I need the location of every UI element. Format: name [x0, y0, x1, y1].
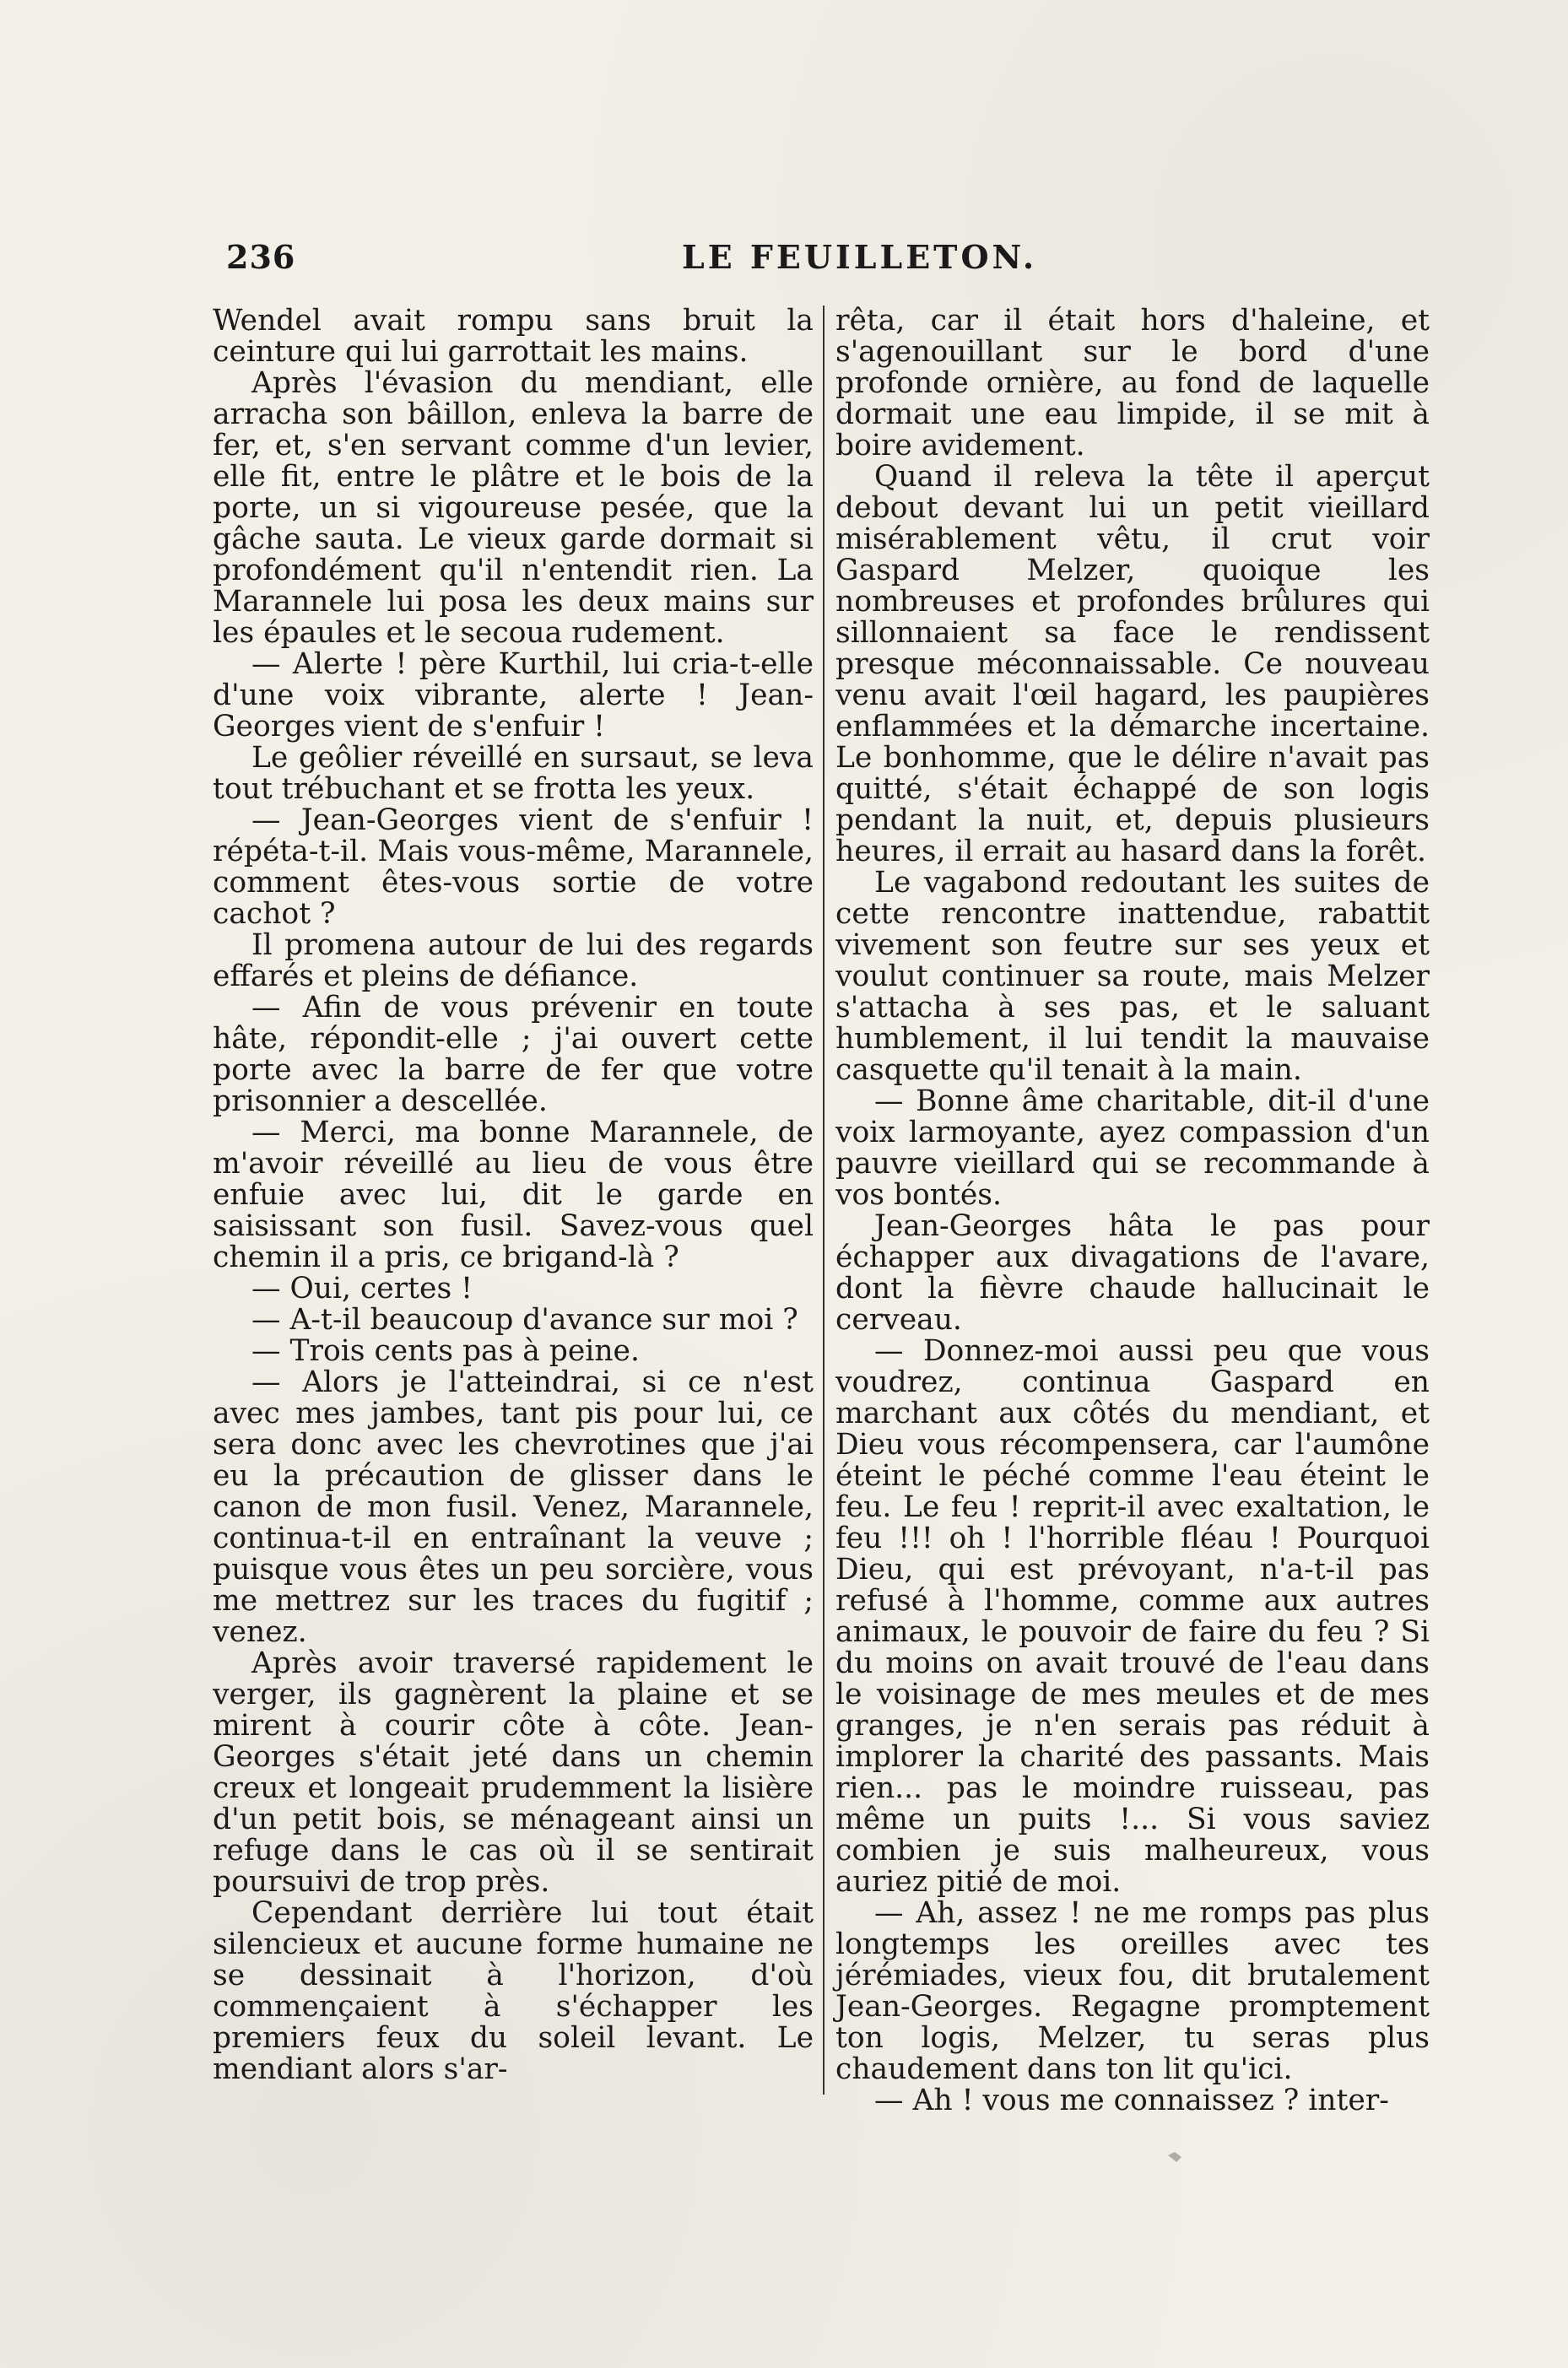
page-number: 236	[226, 238, 296, 276]
left-column	[213, 305, 814, 2085]
running-title: LE FEUILLETON.	[682, 238, 1038, 276]
paragraph: — Alerte ! père Kurthil, lui cria-t-elle d'une voix vibrante, alerte ! Jean-Georges vient de s'enfuir !	[213, 647, 814, 743]
paragraph: Après l'évasion du mendiant, elle arracha son bâillon, enleva la barre de fer, et, s'en servant comme d'un levier, elle fit, entre le plâtre et le bois de la porte, un si vigoureuse pesée, que la gâche sauta. Le vieux garde dormait si profondément qu'il n'entendit rien. La Marannele lui posa les deux mains sur les épaules et le secoua rudement.	[213, 366, 814, 650]
right-column	[835, 305, 1430, 2117]
paragraph: — Ah ! vous me connaissez ? inter-	[874, 2084, 1389, 2117]
paragraph: Il promena autour de lui des regards effarés et pleins de défiance.	[213, 928, 814, 993]
paragraph: rêta, car il était hors d'haleine, et s'agenouillant sur le bord d'une profonde ornière, au fond de laquelle dormait une eau limpide, il se mit à boire avidement.	[835, 304, 1430, 462]
paragraph: — Ah, assez ! ne me romps pas plus longtemps les oreilles avec tes jérémiades, vieux fou, dit brutalement Jean-Georges. Regagne promptement ton logis, Melzer, tu seras plus chaudement dans ton lit qu'ici.	[835, 1896, 1430, 2086]
column-divider	[823, 305, 825, 2095]
paragraph: Jean-Georges hâta le pas pour échapper aux divagations de l'avare, dont la fièvre chaude hallucinait le cerveau.	[835, 1209, 1430, 1337]
paragraph: Après avoir traversé rapidement le verger, ils gagnèrent la plaine et se mirent à courir côte à côte. Jean-Georges s'était jeté dans un chemin creux et longeait prudemment la lisière d'un petit bois, se ménageant ainsi un refuge dans le cas où il se sentirait poursuivi de trop près.	[213, 1646, 814, 1899]
ink-fleck-icon	[1165, 2144, 1188, 2167]
paragraph: — Afin de vous prévenir en toute hâte, répondit-elle ; j'ai ouvert cette porte avec la barre de fer que votre prisonnier a descellée.	[213, 991, 814, 1118]
paragraph: Le geôlier réveillé en sursaut, se leva tout trébuchant et se frotta les yeux.	[213, 741, 814, 806]
paragraph: — Jean-Georges vient de s'enfuir ! répéta-t-il. Mais vous-même, Marannele, comment êtes-vous sortie de votre cachot ?	[213, 803, 814, 931]
paragraph: — Alors je l'atteindrai, si ce n'est avec mes jambes, tant pis pour lui, ce sera donc avec les chevrotines que j'ai eu la précaution de glisser dans le canon de mon fusil. Venez, Marannele, continua-t-il en entraînant la veuve ; puisque vous êtes un peu sorcière, vous me mettrez sur les traces du fugitif ; venez.	[213, 1365, 814, 1649]
paragraph: Le vagabond redoutant les suites de cette rencontre inattendue, rabattit vivement son feutre sur ses yeux et voulut continuer sa route, mais Melzer s'attacha à ses pas, et le saluant humblement, il lui tendit la mauvaise casquette qu'il tenait à la main.	[835, 866, 1430, 1087]
paragraph: — Donnez-moi aussi peu que vous voudrez, continua Gaspard en marchant aux côtés du mendiant, et Dieu vous récompensera, car l'aumône éteint le péché comme l'eau éteint le feu. Le feu ! reprit-il avec exaltation, le feu !!! oh ! l'horrible fléau ! Pourquoi Dieu, qui est prévoyant, n'a-t-il pas refusé à l'homme, comme aux autres animaux, le pouvoir de faire du feu ? Si du moins on avait trouvé de l'eau dans le voisinage de mes meules et de mes granges, je n'en serais pas réduit à implorer la charité des passants. Mais rien... pas le moindre ruisseau, pas même un puits !... Si vous saviez combien je suis malheureux, vous auriez pitié de moi.	[835, 1334, 1430, 1899]
paragraph: Quand il releva la tête il aperçut debout devant lui un petit vieillard misérablement vêtu, il crut voir Gaspard Melzer, quoique les nombreuses et profondes brûlures qui sillonnaient sa face le rendissent presque méconnaissable. Ce nouveau venu avait l'œil hagard, les paupières enflammées et la démarche incertaine. Le bonhomme, que le délire n'avait pas quitté, s'était échappé de son logis pendant la nuit, et, depuis plusieurs heures, il errait au hasard dans la forêt.	[835, 460, 1430, 868]
paragraph: — A-t-il beaucoup d'avance sur moi ?	[251, 1303, 798, 1337]
paragraph: — Trois cents pas à peine.	[251, 1334, 640, 1368]
paragraph: — Merci, ma bonne Marannele, de m'avoir réveillé au lieu de vous être enfuie avec lui, dit le garde en saisissant son fusil. Savez-vous quel chemin il a pris, ce brigand-là ?	[213, 1116, 814, 1274]
paragraph: — Oui, certes !	[251, 1272, 473, 1306]
page-header	[226, 238, 1433, 285]
paragraph: — Bonne âme charitable, dit-il d'une voix larmoyante, ayez compassion d'un pauvre vieillard qui se recommande à vos bontés.	[835, 1084, 1430, 1212]
paragraph: Cependant derrière lui tout était silencieux et aucune forme humaine ne se dessinait à l'horizon, d'où commençaient à s'échapper les premiers feux du soleil levant. Le mendiant alors s'ar-	[213, 1896, 814, 2086]
paragraph: Wendel avait rompu sans bruit la ceinture qui lui garrottait les mains.	[213, 304, 814, 369]
